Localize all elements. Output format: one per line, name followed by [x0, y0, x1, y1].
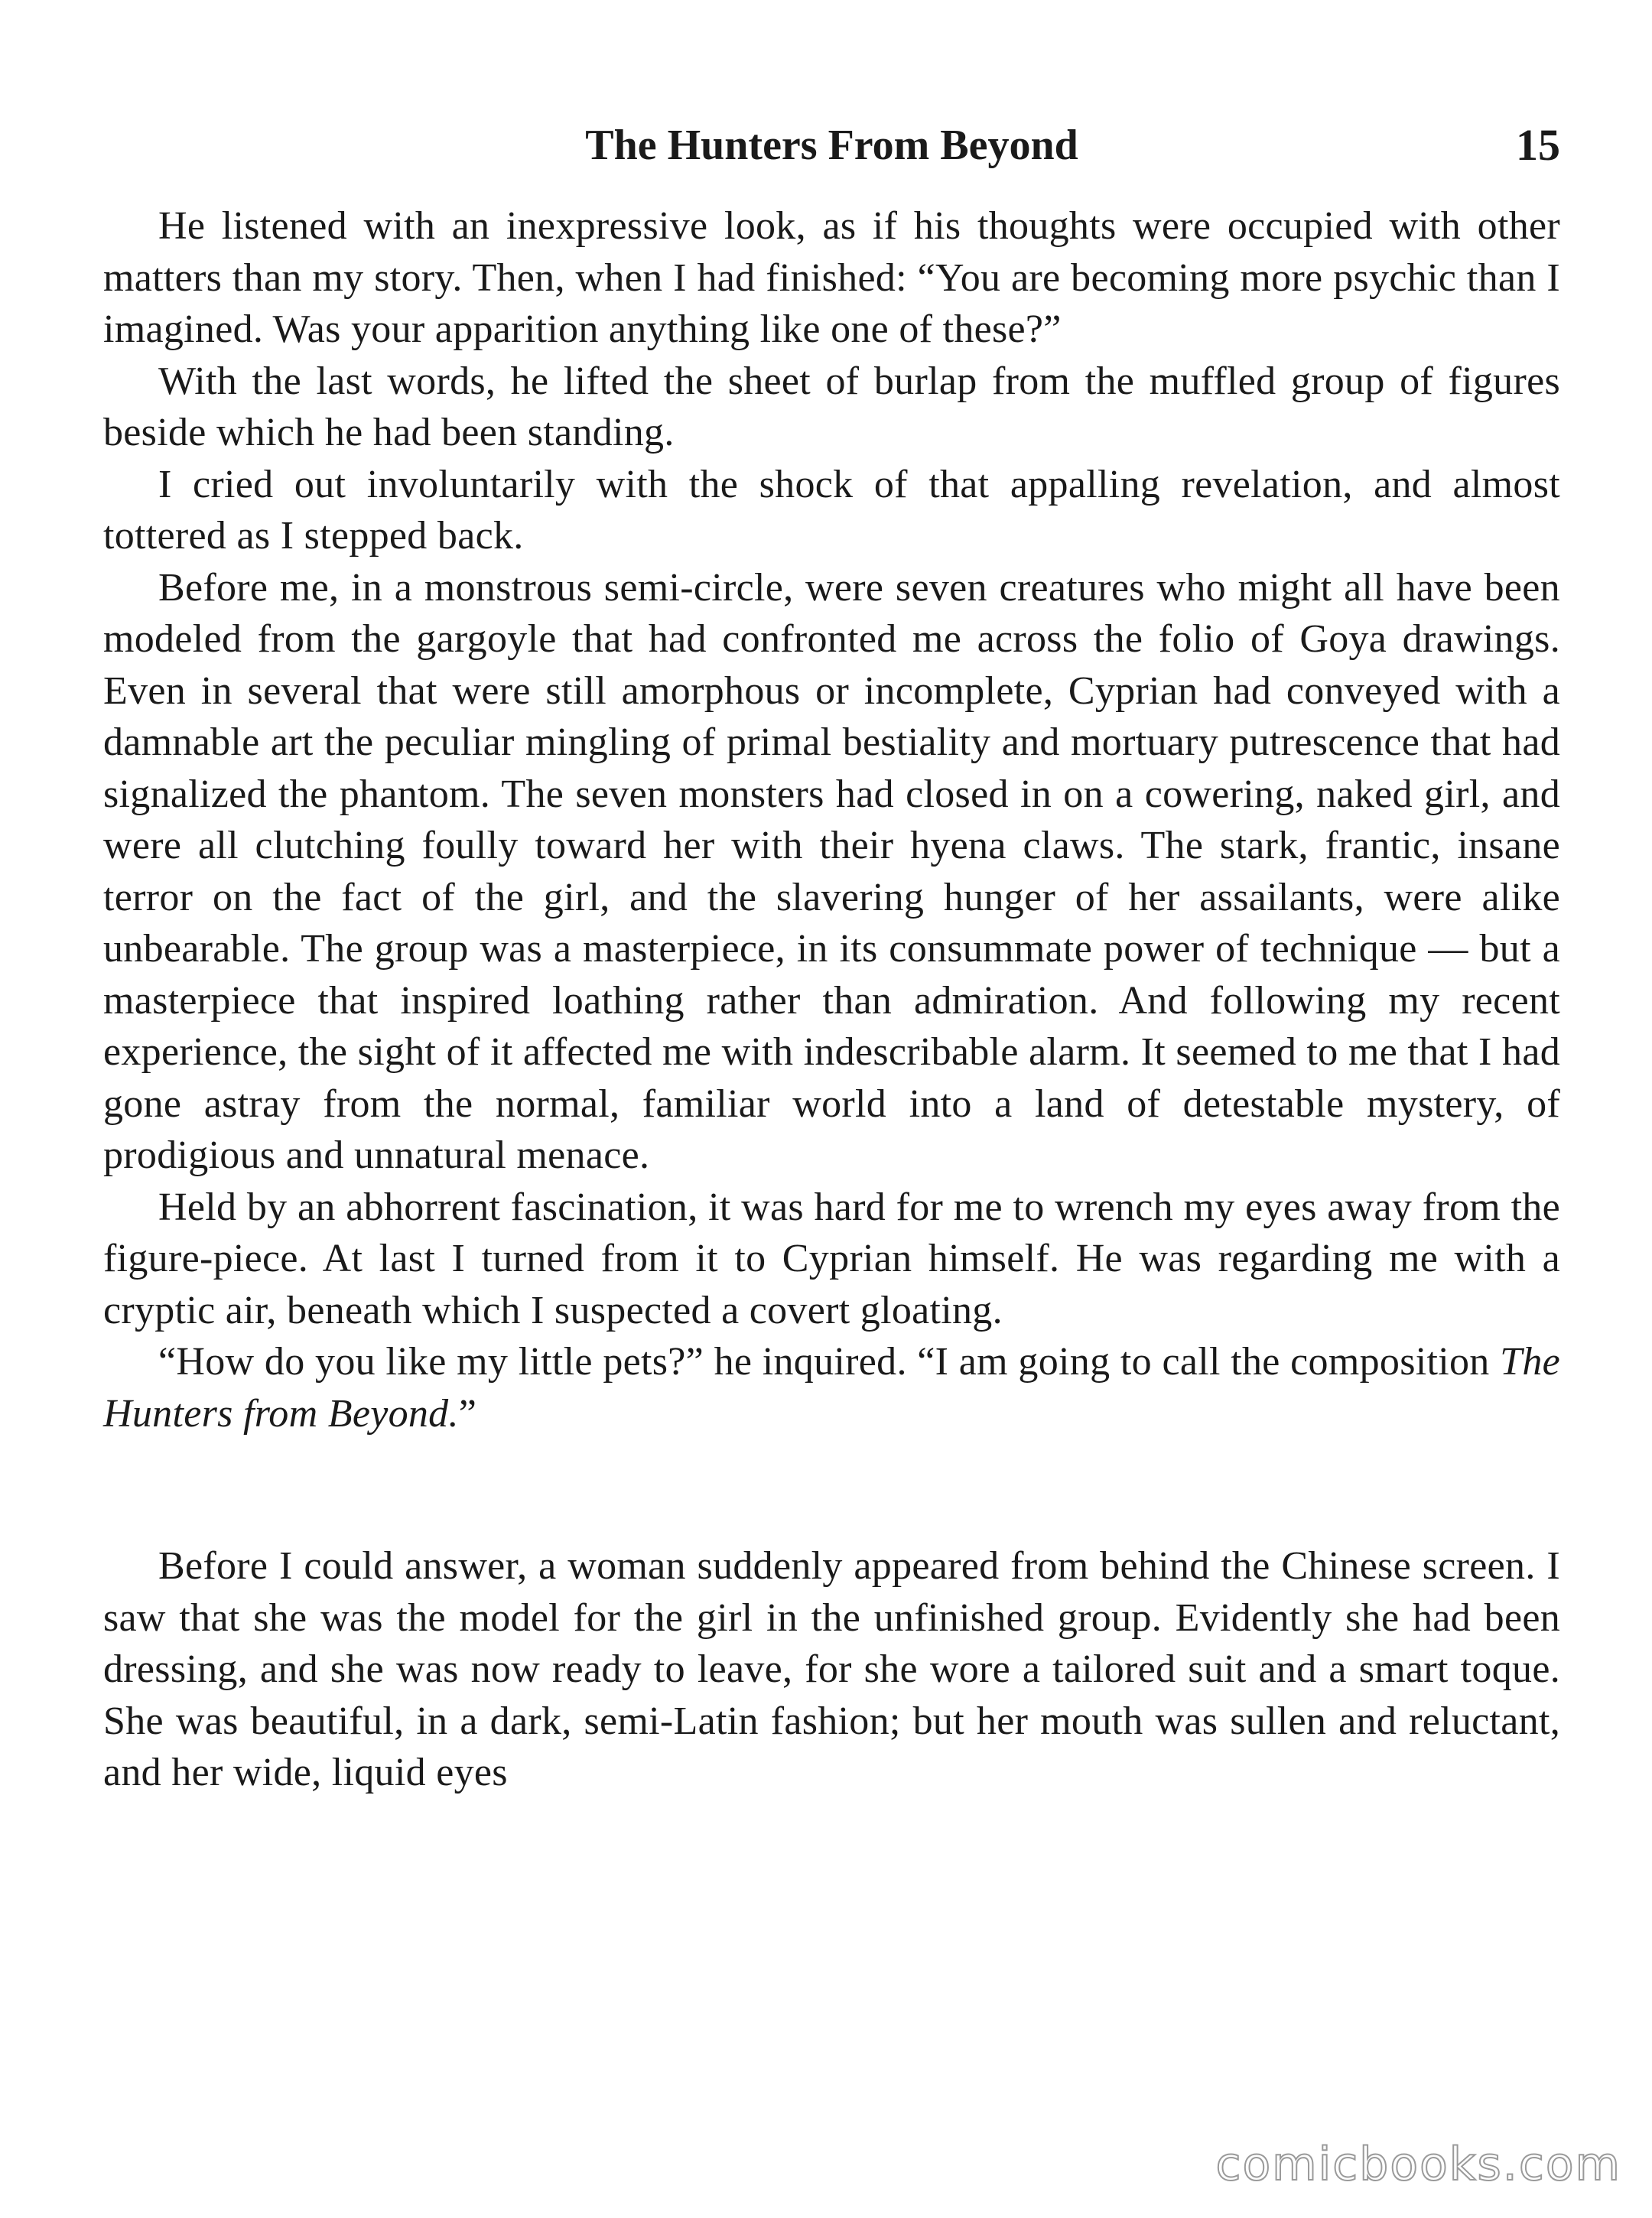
- running-head: [103, 115, 1560, 176]
- paragraph: Held by an abhorrent fascination, it was hard for me to wrench my eyes away from the figure-piece. At last I turned from it to Cyprian himself. He was regarding me with a cryptic air, beneath which I suspected a covert gloating.: [103, 1185, 1560, 1332]
- paragraph: He listened with an inexpressive look, as if his thoughts were occupied with other matters than my story. Then, when I had finished: “You are becoming more psychic than I imagined. Was your apparition anything like one of these?”: [103, 204, 1560, 351]
- running-title: The Hunters From Beyond: [585, 122, 1078, 169]
- paragraph: I cried out involuntarily with the shock of that appalling revelation, and almost tottered as I stepped back.: [103, 462, 1560, 558]
- page-number: 15: [1516, 120, 1560, 170]
- body-text: [103, 200, 1560, 1799]
- section-break: [103, 1439, 1560, 1540]
- dialogue-text: “How do you like my little pets?” he inquired. “I am going to call the composition: [158, 1340, 1501, 1384]
- composition-title: The Hunters from Beyond.: [103, 1340, 1560, 1436]
- paragraph: Before I could answer, a woman suddenly appeared from behind the Chinese screen. I saw that she was the model for the girl in the unfinished group. Evidently she had been dressing, and she was now ready to leave, for she wore a tailored suit and a smart toque. She was beautiful, in a dark, semi-Latin fashion; but her mouth was sullen and reluctant, and her wide, liquid eyes: [103, 1544, 1560, 1794]
- watermark: comicbooks.com: [1215, 2138, 1621, 2191]
- closing-quote: ”: [458, 1391, 477, 1436]
- paragraph: [103, 1336, 1560, 1439]
- paragraph: Before me, in a monstrous semi-circle, were seven creatures who might all have been modeled from the gargoyle that had confronted me across the folio of Goya drawings. Even in several that were still amorphous or incomplete, Cyprian had conveyed with a damnable art the peculiar mingling of primal bestiality and mortuary putrescence that had signalized the phantom. The seven monsters had closed in on a cowering, naked girl, and were all clutching foully toward her with their hyena claws. The stark, frantic, insane terror on the fact of the girl, and the slavering hunger of her assailants, were alike unbearable. The group was a masterpiece, in its consummate power of technique — but a masterpiece that inspired loathing rather than admiration. And following my recent experience, the sight of it affected me with indescribable alarm. It seemed to me that I had gone astray from the normal, familiar world into a land of detestable mystery, of prodigious and unnatural menace.: [103, 565, 1560, 1177]
- paragraph: With the last words, he lifted the sheet of burlap from the muffled group of figures beside which he had been standing.: [103, 359, 1560, 454]
